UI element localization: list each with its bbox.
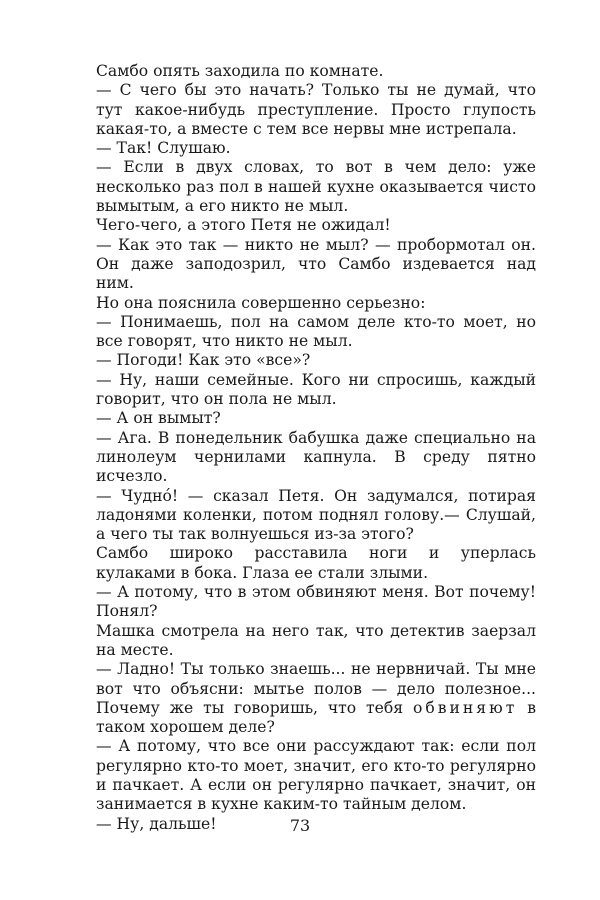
paragraph: — Как это так — никто не мыл? — пробормотал он. Он даже заподозрил, что Самбо издевается над ним. <box>96 235 536 293</box>
paragraph <box>96 660 536 737</box>
paragraph: Машка смотрела на него так, что детектив заерзал на месте. <box>96 621 536 659</box>
paragraph: — А потому, что в этом обвиняют меня. Вот почему! Понял? <box>96 583 536 621</box>
paragraph: — С чего бы это начать? Только ты не думай, что тут какое-нибудь преступление. Просто глупость какая-то, а вместе с тем все нервы мне истрепала. <box>96 81 536 138</box>
page-number: 73 <box>289 816 311 835</box>
paragraph: Самбо опять заходила по комнате. <box>96 62 384 80</box>
paragraph: Самбо широко расставила ноги и уперлась кулаками в бока. Глаза ее стали злыми. <box>96 544 536 582</box>
paragraph: Чего-чего, а этого Петя не ожидал! <box>96 216 391 235</box>
paragraph: — Ну, наши семейные. Кого ни спросишь, каждый говорит, что он пола не мыл. <box>96 370 536 409</box>
paragraph: — А он вымыт? <box>96 409 221 428</box>
paragraph: Но она пояснила совершенно серьезно: <box>96 293 426 312</box>
paragraph: — Так! Слушаю. <box>96 139 231 158</box>
emphasized-word: обвиняют <box>412 698 518 717</box>
paragraph: — А потому, что все они рассуждают так: если пол регулярно кто-то моет, значит, его кто-то регулярно и пачкает. А если он регулярно пачкает, значит, он занимается в кухне каким-то тайным делом. <box>96 737 536 814</box>
paragraph-part: — Ладно! Ты только знаешь... не нервничай. Ты мне вот что объясни: мытье полов — дело полезное... Почему же ты говоришь, что тебя <box>96 660 536 717</box>
paragraph: — Ну, дальше! <box>96 814 217 833</box>
paragraph: — Если в двух словах, то вот в чем дело: уже несколько раз пол в нашей кухне оказывается чисто вымытым, а его никто не мыл. <box>96 158 536 216</box>
paragraph: — Ага. В понедельник бабушка даже специально на линолеум чернилами капнула. В среду пятно исчезло. <box>96 428 536 486</box>
paragraph: — Понимаешь, пол на самом деле кто-то моет, но все говорят, что никто не мыл. <box>96 312 536 351</box>
page-text <box>96 62 536 834</box>
paragraph-part: в таком хорошем деле? <box>96 698 536 737</box>
paragraph: — Погоди! Как это «все»? <box>96 351 311 370</box>
paragraph: — Чудно́! — сказал Петя. Он задумался, потирая ладонями коленки, потом поднял голову.— Слушай, а чего ты так волнуешься из-за этого? <box>96 486 536 544</box>
